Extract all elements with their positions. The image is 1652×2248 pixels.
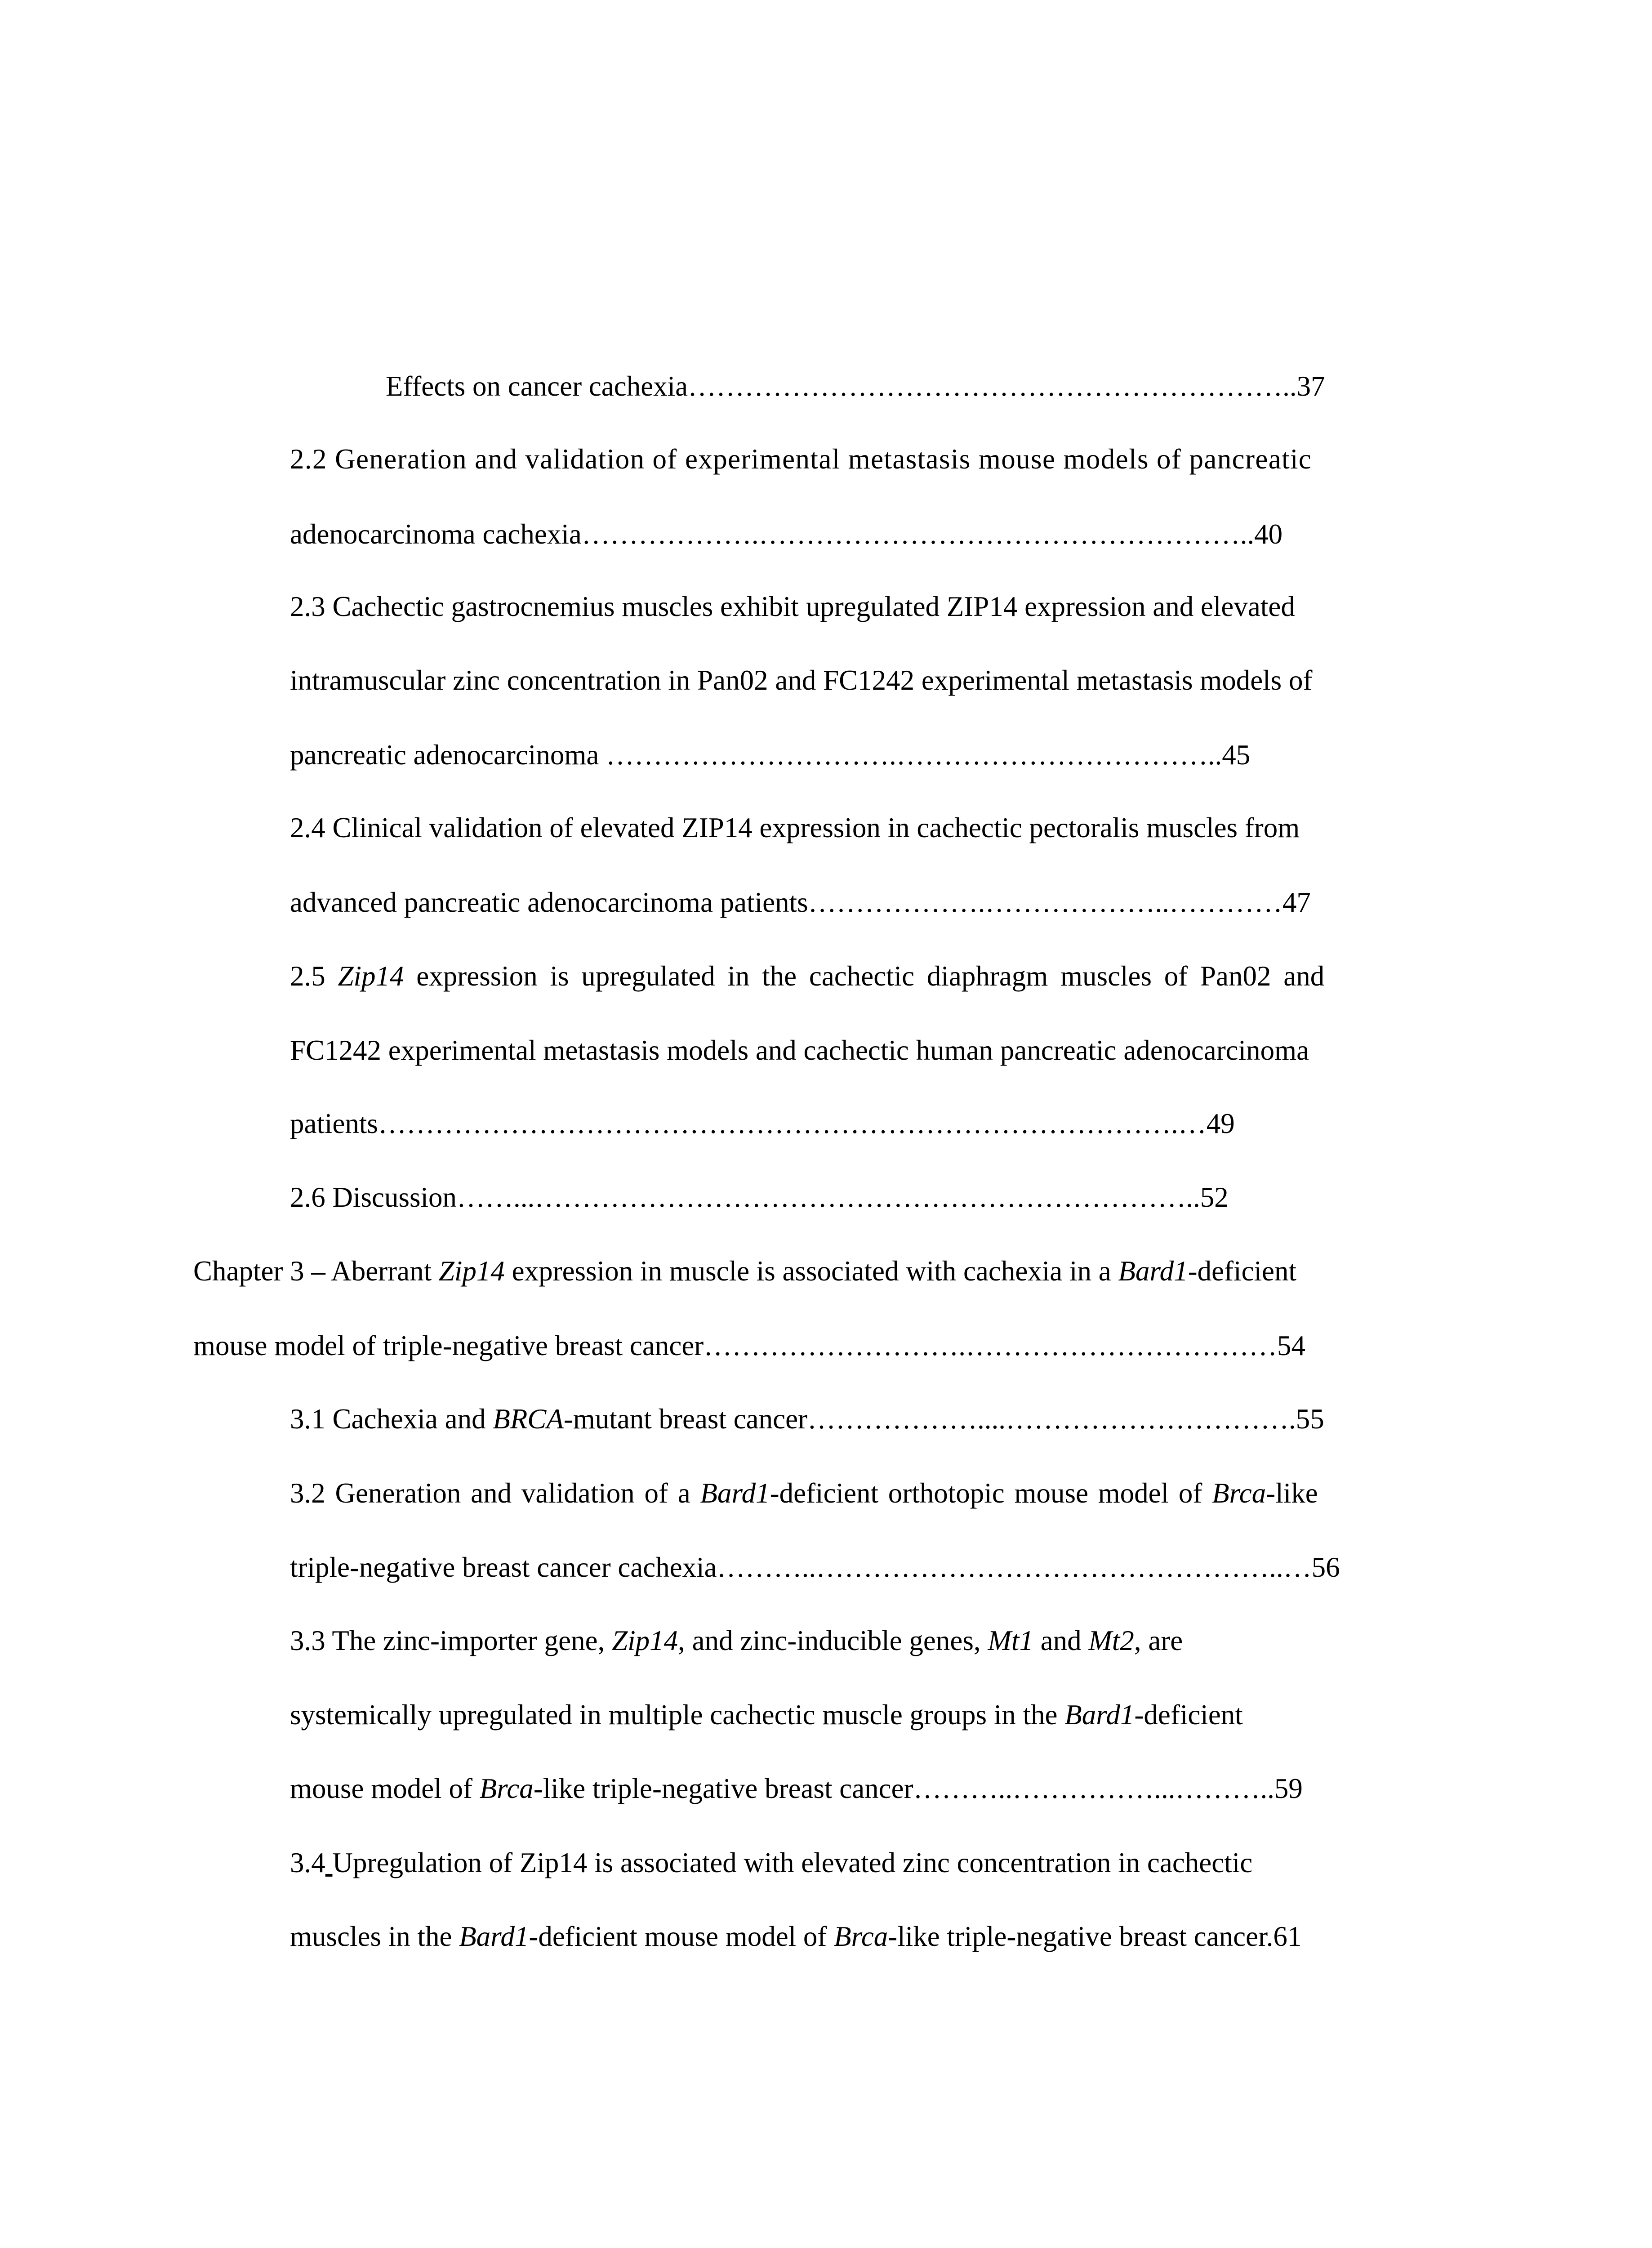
gene-name: Bard1	[459, 1921, 529, 1952]
gene-name: Bard1	[1118, 1255, 1188, 1287]
gene-name: Bard1	[1064, 1699, 1135, 1731]
toc-entry-3-3-line-1	[290, 1627, 1183, 1655]
toc-entry-text: mouse model of	[290, 1773, 480, 1804]
gene-name: Zip14	[612, 1625, 678, 1656]
toc-entry-3-2-line-1	[290, 1479, 1318, 1508]
toc-entry-2-5-line-3	[290, 1110, 1235, 1138]
toc-entry-text: 3.2 Generation and validation of a	[290, 1477, 700, 1509]
toc-entry-text: 3.1 Cachexia and	[290, 1403, 493, 1435]
toc-chapter-text: expression in muscle is associated with cachexia in a	[504, 1255, 1118, 1287]
gene-name: Brca	[479, 1773, 534, 1804]
toc-entry-text: -like triple-negative breast cancer.61	[888, 1921, 1302, 1952]
toc-entry-2-3-line-1	[290, 593, 1295, 621]
toc-entry-number: 3.4	[290, 1847, 325, 1878]
toc-entry-text: -deficient	[1134, 1699, 1243, 1731]
toc-entry-text: , are	[1134, 1625, 1183, 1656]
toc-entry-text: advanced pancreatic adenocarcinoma patients……………….………………..…………47	[290, 887, 1311, 918]
toc-entry-text: and	[1033, 1625, 1089, 1656]
toc-entry-text: -like	[1266, 1477, 1318, 1509]
gene-name: BRCA	[493, 1403, 564, 1435]
toc-entry-text: Upregulation of Zip14 is associated with elevated zinc concentration in cachectic	[332, 1847, 1253, 1878]
toc-entry-2-2-line-1	[290, 445, 1312, 473]
toc-entry-text: FC1242 experimental metastasis models and cachectic human pancreatic adenocarcinoma	[290, 1035, 1309, 1066]
toc-entry-3-3-line-2	[290, 1701, 1243, 1729]
toc-entry-text: -mutant breast cancer………………....………………………….55	[563, 1403, 1324, 1435]
toc-entry-2-5-line-2	[290, 1036, 1309, 1065]
toc-entry-2-5-line-1	[290, 962, 1324, 990]
toc-entry-text: pancreatic adenocarcinoma ………………………….……………………………..45	[290, 739, 1251, 771]
toc-chapter-text: Chapter 3 – Aberrant	[193, 1255, 439, 1287]
gene-name: Brca	[834, 1921, 888, 1952]
toc-entry-text: expression is upregulated in the cachectic diaphragm muscles of Pan02 and	[404, 960, 1325, 992]
toc-entry-2-4-line-1	[290, 814, 1300, 842]
toc-entry-text: adenocarcinoma cachexia……………….……………………………………………..40	[290, 518, 1283, 550]
toc-entry-text: 2.4 Clinical validation of elevated ZIP14 expression in cachectic pectoralis muscles from	[290, 812, 1300, 843]
toc-entry-text: intramuscular zinc concentration in Pan02 and FC1242 experimental metastasis models of	[290, 665, 1313, 696]
toc-entry-text: triple-negative breast cancer cachexia………..…………………………………………..…56	[290, 1552, 1340, 1583]
gene-name: Bard1	[700, 1477, 770, 1509]
toc-entry-2-6	[290, 1183, 1229, 1212]
gene-name: Zip14	[338, 960, 404, 992]
toc-entry-text: -deficient mouse model of	[529, 1921, 834, 1952]
gene-name: Mt1	[988, 1625, 1033, 1656]
gene-name: Zip14	[438, 1255, 505, 1287]
gene-name: Brca	[1212, 1477, 1266, 1509]
toc-entry-text: , and zinc-inducible genes,	[678, 1625, 988, 1656]
toc-entry-2-3-line-3	[290, 741, 1250, 769]
toc-chapter-text: -deficient	[1188, 1255, 1297, 1287]
toc-entry-effects-cancer-cachexia	[386, 372, 1325, 401]
toc-entry-text: systemically upregulated in multiple cachectic muscle groups in the	[290, 1699, 1065, 1731]
toc-entry-text: 3.3 The zinc-importer gene,	[290, 1625, 612, 1656]
toc-entry-number: 2.5	[290, 960, 338, 992]
toc-entry-text: 2.2 Generation and validation of experimental metastasis mouse models of pancreatic	[290, 443, 1312, 475]
toc-entry-text: patients………………………………………………………………………….…49	[290, 1108, 1235, 1139]
toc-entry-3-4-line-1	[290, 1849, 1252, 1877]
toc-chapter-3-line-2	[193, 1332, 1305, 1360]
toc-entry-text	[325, 1847, 333, 1878]
gene-name: Mt2	[1088, 1625, 1134, 1656]
toc-entry-3-2-line-2	[290, 1553, 1340, 1582]
toc-entry-3-3-line-3	[290, 1775, 1303, 1803]
toc-entry-text: 2.6 Discussion……...……………………………………………………………..52	[290, 1182, 1229, 1213]
toc-entry-text: Effects on cancer cachexia………………………………………………………..37	[386, 370, 1325, 402]
toc-entry-text: 2.3 Cachectic gastrocnemius muscles exhibit upregulated ZIP14 expression and elevated	[290, 591, 1295, 622]
toc-chapter-3-line-1	[193, 1257, 1296, 1285]
toc-entry-3-1	[290, 1405, 1324, 1433]
toc-entry-text: -like triple-negative breast cancer………..……………...………..59	[533, 1773, 1303, 1804]
toc-chapter-text: mouse model of triple-negative breast cancer……………………….……………………………54	[193, 1330, 1306, 1361]
toc-entry-3-4-line-2	[290, 1922, 1301, 1951]
toc-entry-2-3-line-2	[290, 666, 1312, 695]
toc-entry-2-2-line-2	[290, 520, 1282, 549]
toc-entry-text: muscles in the	[290, 1921, 459, 1952]
toc-entry-2-4-line-2	[290, 888, 1311, 917]
toc-entry-text: -deficient orthotopic mouse model of	[770, 1477, 1212, 1509]
